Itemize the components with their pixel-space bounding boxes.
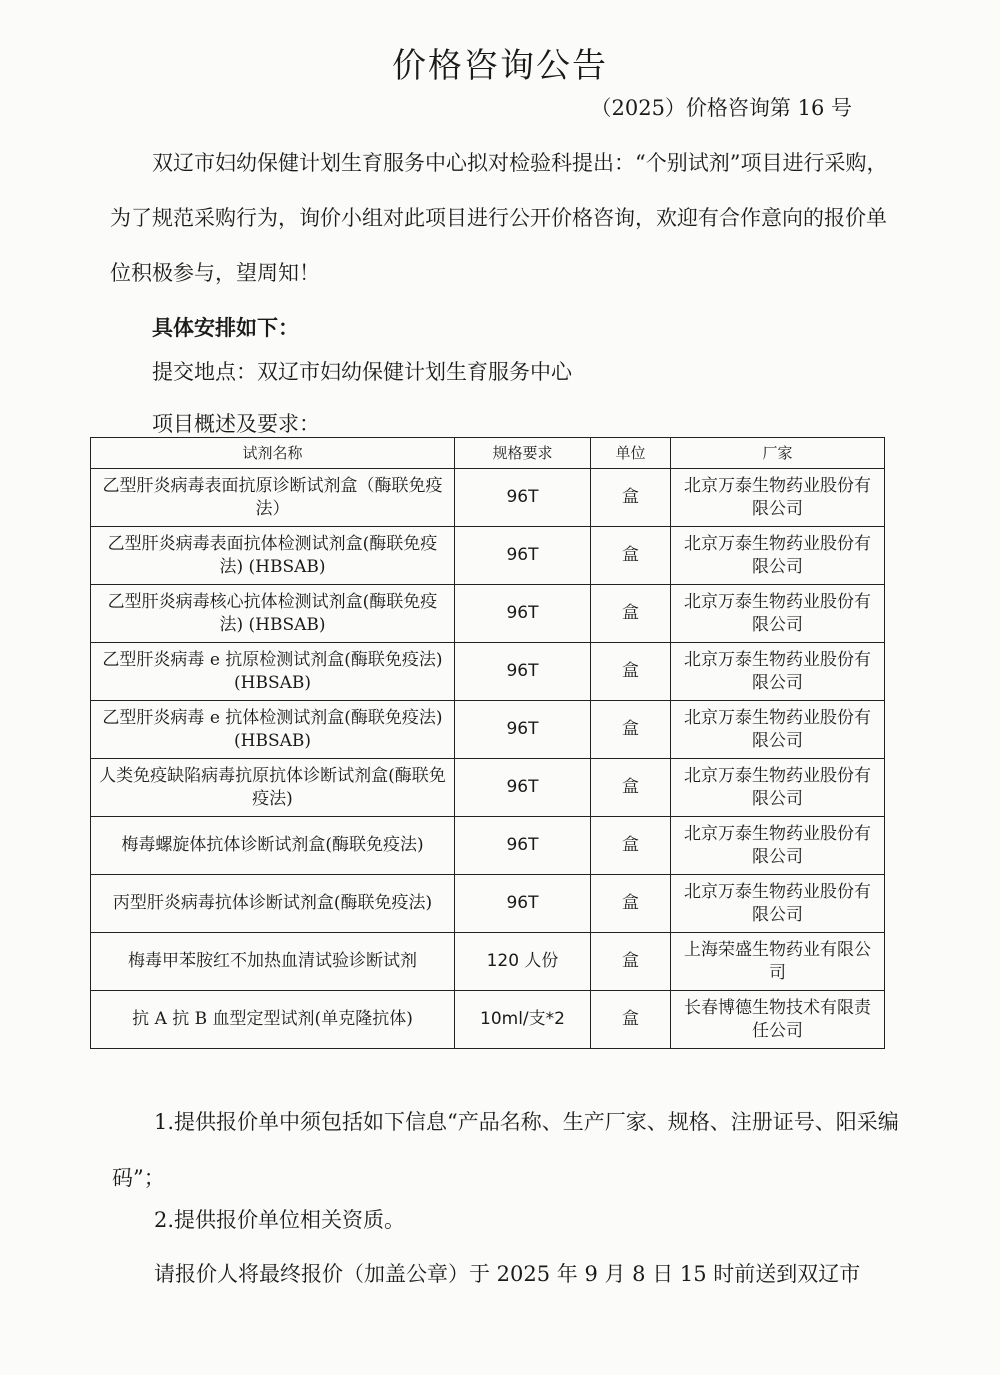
- reagent-name: 乙型肝炎病毒表面抗原诊断试剂盒（酶联免疫法）: [91, 469, 455, 527]
- reagent-unit: 盒: [591, 585, 671, 643]
- reagent-unit: 盒: [591, 875, 671, 933]
- reagent-manufacturer: 北京万泰生物药业股份有限公司: [671, 875, 885, 933]
- table-row: [91, 527, 885, 585]
- reagent-name: 梅毒甲苯胺红不加热血清试验诊断试剂: [91, 933, 455, 991]
- reagent-name: 人类免疫缺陷病毒抗原抗体诊断试剂盒(酶联免疫法): [91, 759, 455, 817]
- table-row: [91, 933, 885, 991]
- table-row: [91, 643, 885, 701]
- reagent-name: 丙型肝炎病毒抗体诊断试剂盒(酶联免疫法): [91, 875, 455, 933]
- reagent-spec: 96T: [455, 527, 591, 585]
- requirement-2: 2.提供报价单位相关资质。: [154, 1208, 406, 1232]
- header-unit: 单位: [591, 438, 671, 469]
- reagent-manufacturer: 北京万泰生物药业股份有限公司: [671, 701, 885, 759]
- reagent-manufacturer: 北京万泰生物药业股份有限公司: [671, 817, 885, 875]
- arrangement-heading: 具体安排如下：: [152, 315, 299, 340]
- reagent-manufacturer: 上海荣盛生物药业有限公司: [671, 933, 885, 991]
- reagent-spec: 120 人份: [455, 933, 591, 991]
- notice-title: 价格咨询公告: [392, 46, 608, 86]
- reagent-unit: 盒: [591, 933, 671, 991]
- requirement-1: 1.提供报价单中须包括如下信息“产品名称、生产厂家、规格、注册证号、阳采编码”；: [112, 1110, 899, 1190]
- reagent-spec: 96T: [455, 817, 591, 875]
- reagent-unit: 盒: [591, 759, 671, 817]
- deadline-text: 请报价人将最终报价（加盖公章）于 2025 年 9 月 8 日 15 时前送到双辽市: [154, 1262, 861, 1286]
- reagent-name: 乙型肝炎病毒 e 抗原检测试剂盒(酶联免疫法) (HBSAB): [91, 643, 455, 701]
- reagent-spec: 96T: [455, 875, 591, 933]
- reagent-spec: 96T: [455, 643, 591, 701]
- reagent-spec: 96T: [455, 469, 591, 527]
- reagent-manufacturer: 北京万泰生物药业股份有限公司: [671, 527, 885, 585]
- header-spec: 规格要求: [455, 438, 591, 469]
- reagent-name: 乙型肝炎病毒核心抗体检测试剂盒(酶联免疫法) (HBSAB): [91, 585, 455, 643]
- table-row: [91, 875, 885, 933]
- document-number: （2025）价格咨询第 16 号: [590, 96, 852, 120]
- reagent-spec: 96T: [455, 585, 591, 643]
- header-manufacturer: 厂家: [671, 438, 885, 469]
- reagent-manufacturer: 北京万泰生物药业股份有限公司: [671, 643, 885, 701]
- reagent-unit: 盒: [591, 527, 671, 585]
- reagent-spec: 10ml/支*2: [455, 991, 591, 1049]
- table-row: [91, 701, 885, 759]
- reagent-unit: 盒: [591, 643, 671, 701]
- reagent-name: 抗 A 抗 B 血型定型试剂(单克隆抗体): [91, 991, 455, 1049]
- header-reagent-name: 试剂名称: [91, 438, 455, 469]
- reagent-unit: 盒: [591, 701, 671, 759]
- reagent-name: 梅毒螺旋体抗体诊断试剂盒(酶联免疫法): [91, 817, 455, 875]
- reagent-manufacturer: 北京万泰生物药业股份有限公司: [671, 585, 885, 643]
- table-row: [91, 817, 885, 875]
- table-row: [91, 991, 885, 1049]
- submission-location: 提交地点：双辽市妇幼保健计划生育服务中心: [152, 360, 572, 384]
- overview-label: 项目概述及要求：: [152, 412, 320, 436]
- table-row: [91, 585, 885, 643]
- reagent-table: [90, 437, 885, 1049]
- table-row: [91, 469, 885, 527]
- reagent-unit: 盒: [591, 469, 671, 527]
- table-row: [91, 759, 885, 817]
- table-header-row: [91, 438, 885, 469]
- reagent-manufacturer: 长春博德生物技术有限责任公司: [671, 991, 885, 1049]
- reagent-spec: 96T: [455, 759, 591, 817]
- reagent-name: 乙型肝炎病毒表面抗体检测试剂盒(酶联免疫法) (HBSAB): [91, 527, 455, 585]
- reagent-manufacturer: 北京万泰生物药业股份有限公司: [671, 759, 885, 817]
- reagent-unit: 盒: [591, 817, 671, 875]
- reagent-spec: 96T: [455, 701, 591, 759]
- intro-paragraph: 双辽市妇幼保健计划生育服务中心拟对检验科提出：“个别试剂”项目进行采购，为了规范采购行为，询价小组对此项目进行公开价格咨询，欢迎有合作意向的报价单位积极参与，望周知！: [110, 151, 888, 285]
- reagent-manufacturer: 北京万泰生物药业股份有限公司: [671, 469, 885, 527]
- reagent-unit: 盒: [591, 991, 671, 1049]
- reagent-name: 乙型肝炎病毒 e 抗体检测试剂盒(酶联免疫法) (HBSAB): [91, 701, 455, 759]
